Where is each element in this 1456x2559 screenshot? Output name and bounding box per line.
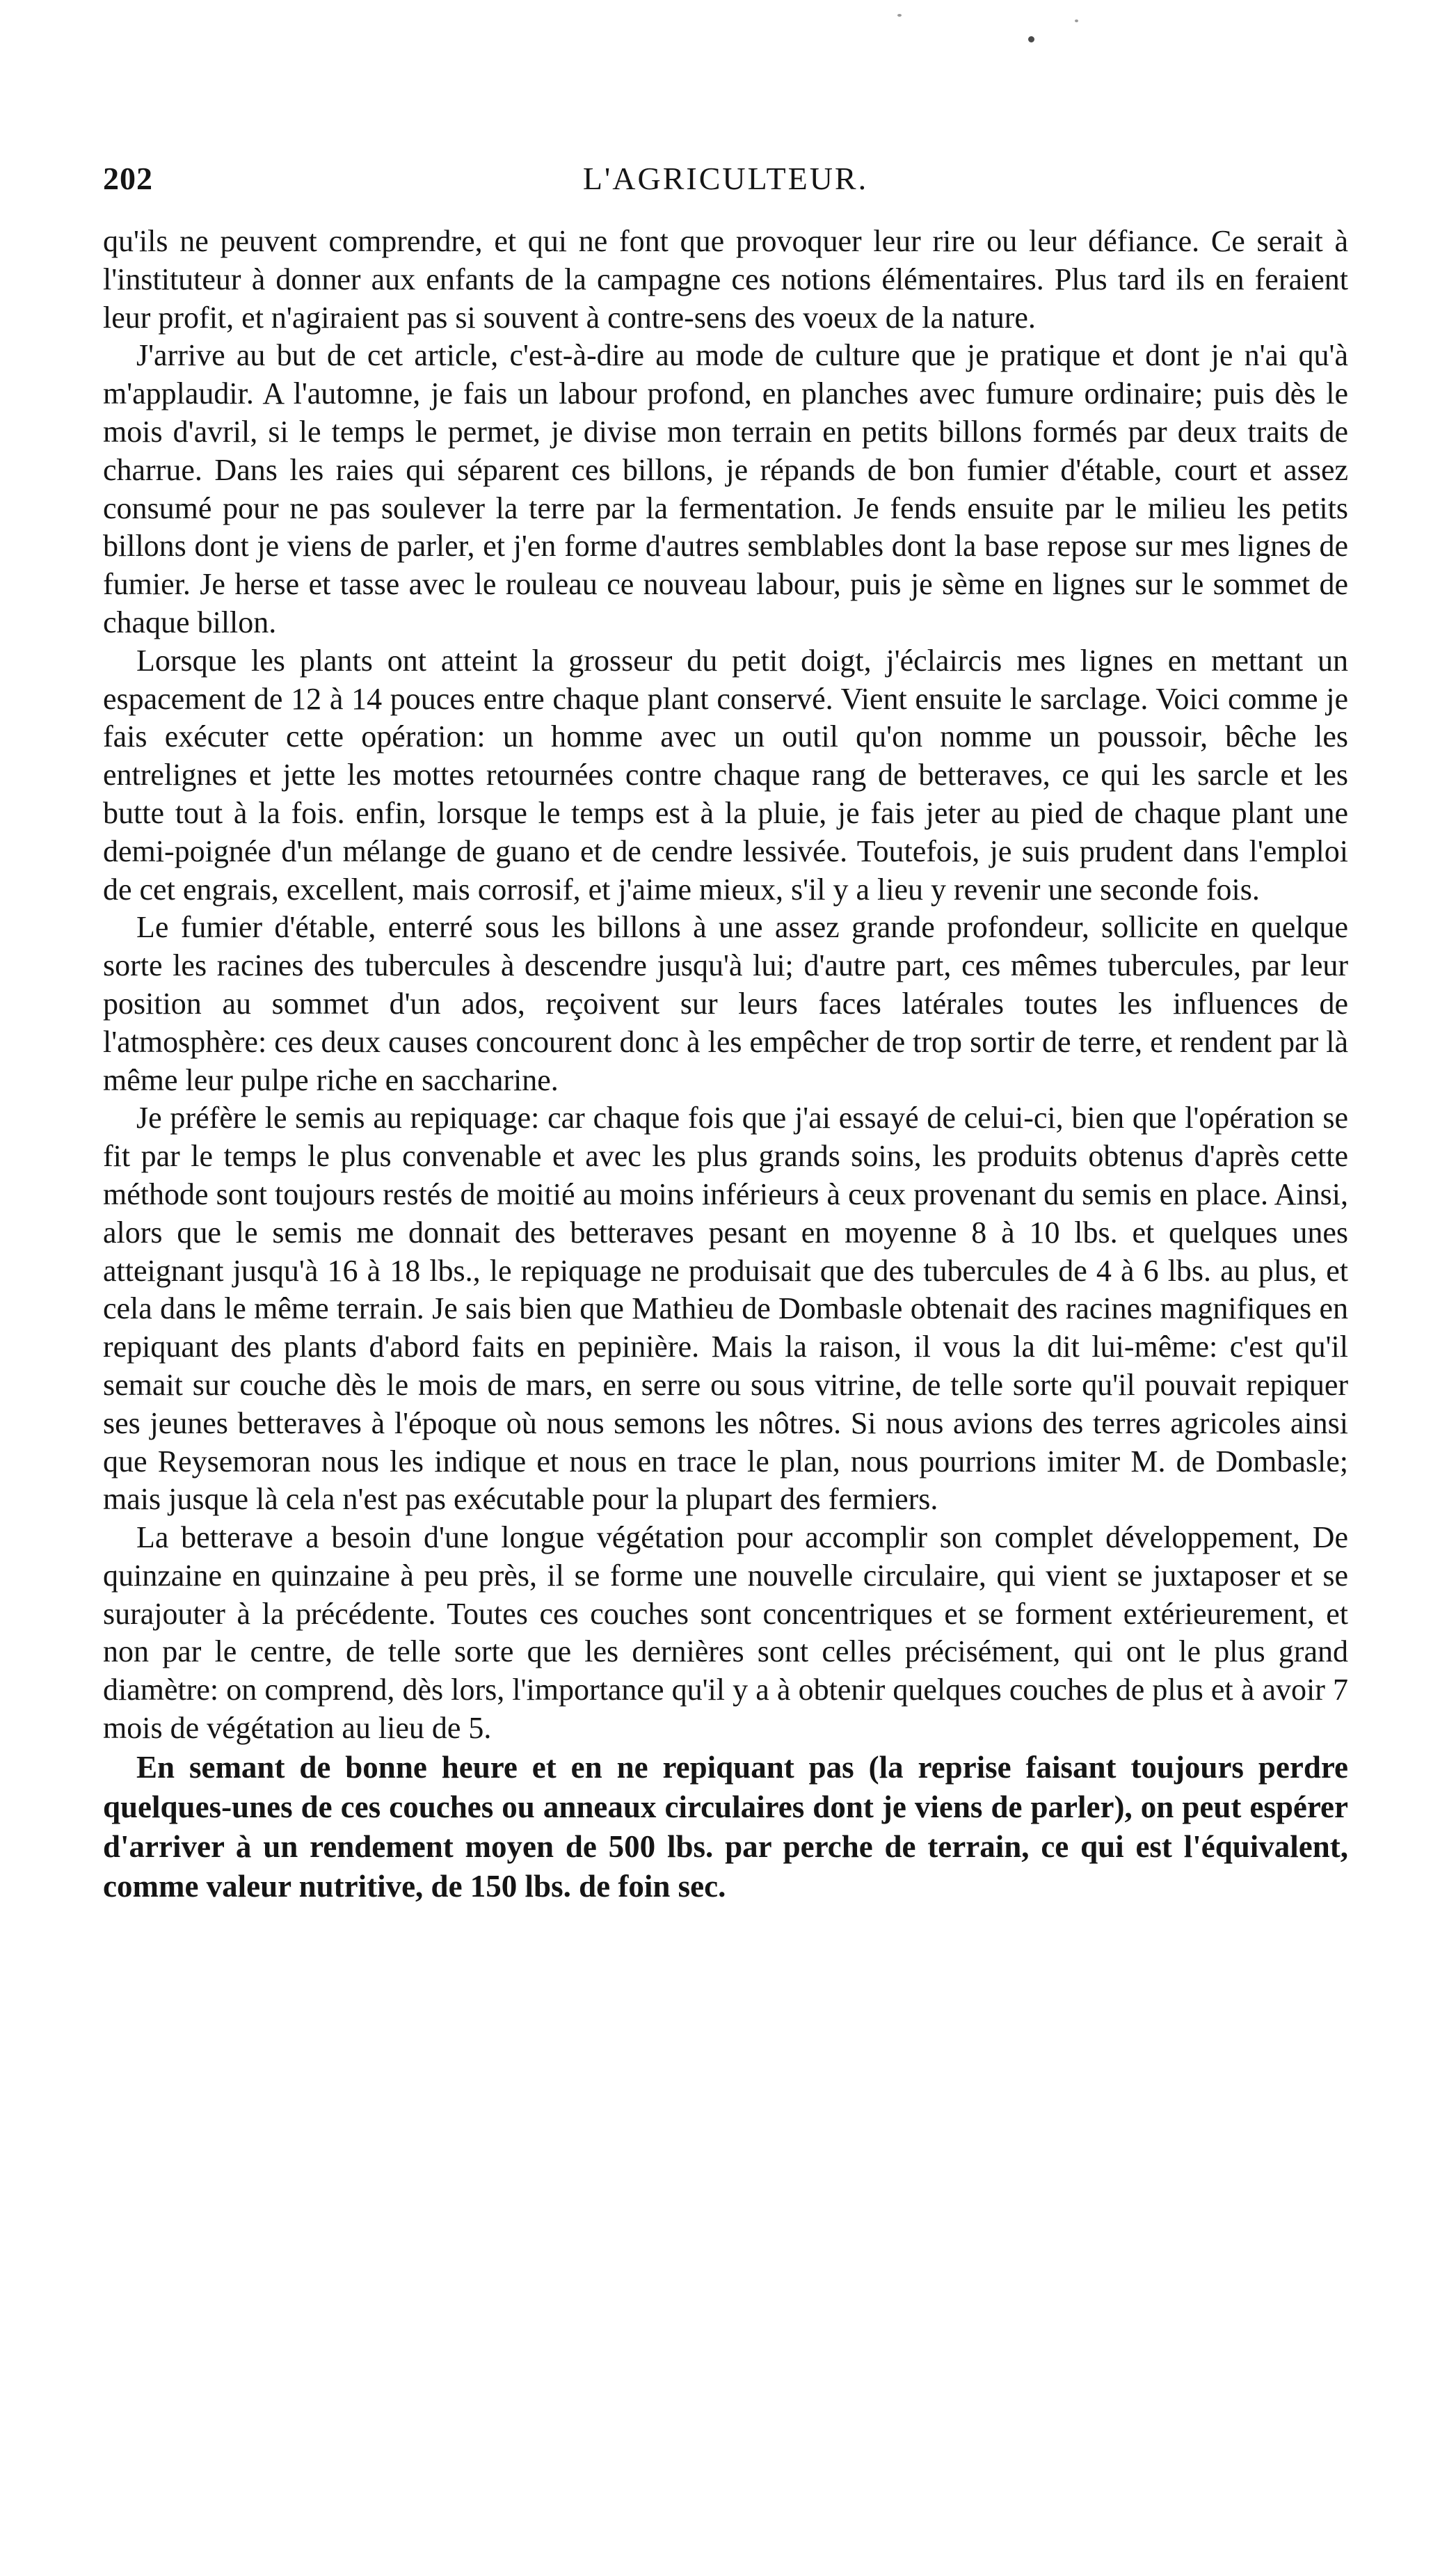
paragraph: La betterave a besoin d'une longue végétation pour accomplir son complet développement, De quinzaine en quinzaine à peu près, il se forme une nouvelle circulaire, qui vient se juxtaposer et se surajouter à la précédente. Toutes ces couches sont concentriques et se forment extérieurement, et non par le centre, de telle sorte que les dernières sont celles précisément, qui ont le plus grand diamètre: on comprend, dès lors, l'importance qu'il y a à obtenir quelques couches de plus et à avoir 7 mois de végétation au lieu de 5. <box>103 1520 1348 1746</box>
page-header <box>103 160 1348 223</box>
paragraph-continuation: qu'ils ne peuvent comprendre, et qui ne font que provoquer leur rire ou leur défiance. Ce serait à l'instituteur à donner aux enfants de la campagne ces notions élémentaires. Plus tard ils en feraient leur profit, et n'agiraient pas si souvent à contre-sens des voeux de la nature. <box>103 224 1348 335</box>
paragraph: En semant de bonne heure et en ne repiquant pas (la reprise faisant toujours perdre quelques-unes de ces couches ou anneaux circulaires dont je viens de parler), on peut espérer d'arriver à un rendement moyen de 500 lbs. par perche de terrain, ce qui est l'équivalent, comme valeur nutritive, de 150 lbs. de foin sec. <box>103 1749 1348 1904</box>
running-title: L'AGRICULTEUR. <box>582 161 869 196</box>
paragraph: Je préfère le semis au repiquage: car chaque fois que j'ai essayé de celui-ci, bien que l'opération se fit par le temps le plus convenable et avec les plus grands soins, les produits obtenus d'après cette méthode sont toujours restés de moitié au moins inférieurs à ceux provenant du semis en place. Ainsi, alors que le semis me donnait des betteraves pesant en moyenne 8 à 10 lbs. et quelques unes atteignant jusqu'à 16 à 18 lbs., le repiquage ne produisait que des tubercules de 4 à 6 lbs. au plus, et cela dans le même terrain. Je sais bien que Mathieu de Dombasle obtenait des racines magnifiques en repiquant des plants d'abord faits en pepinière. Mais la raison, il vous la dit lui-même: c'est qu'il semait sur couche dès le mois de mars, en serre ou sous vitrine, de telle sorte qu'il pouvait repiquer ses jeunes betteraves à l'époque où nous semons les nôtres. Si nous avions des terres agricoles ainsi que Reysemoran nous les indique et nous en trace le plan, nous pourrions imiter M. de Dombasle; mais jusque là cela n'est pas exécutable pour la plupart des fermiers. <box>103 1101 1348 1517</box>
page-number: 202 <box>103 161 153 196</box>
body-text <box>103 223 1348 1906</box>
print-speck <box>897 14 902 17</box>
book-page <box>103 160 1348 1906</box>
paragraph: Le fumier d'étable, enterré sous les billons à une assez grande profondeur, sollicite en quelque sorte les racines des tubercules à descendre jusqu'à lui; d'autre part, ces mêmes tubercules, par leur position au sommet d'un ados, reçoivent sur leurs faces latérales toutes les influences de l'atmosphère: ces deux causes concourent donc à les empêcher de trop sortir de terre, et rendent par là même leur pulpe riche en saccharine. <box>103 910 1348 1097</box>
print-speck <box>1028 36 1034 42</box>
paragraph: Lorsque les plants ont atteint la grosseur du petit doigt, j'éclaircis mes lignes en mettant un espacement de 12 à 14 pouces entre chaque plant conservé. Vient ensuite le sarclage. Voici comme je fais exécuter cette opération: un homme avec un outil qu'on nomme un poussoir, bêche les entrelignes et jette les mottes retournées contre chaque rang de betteraves, ce qui les sarcle et les butte tout à la fois. enfin, lorsque le temps est à la pluie, je fais jeter au pied de chaque plant une demi-poignée d'un mélange de guano et de cendre lessivée. Toutefois, je suis prudent dans l'emploi de cet engrais, excellent, mais corrosif, et j'aime mieux, s'il y a lieu y revenir une seconde fois. <box>103 643 1348 907</box>
paragraph: J'arrive au but de cet article, c'est-à-dire au mode de culture que je pratique et dont je n'ai qu'à m'applaudir. A l'automne, je fais un labour profond, en planches avec fumure ordinaire; puis dès le mois d'avril, si le temps le permet, je divise mon terrain en petits billons formés par deux traits de charrue. Dans les raies qui séparent ces billons, je répands de bon fumier d'étable, court et assez consumé pour ne pas soulever la terre par la fermentation. Je fends ensuite par le milieu les petits billons dont je viens de parler, et j'en forme d'autres semblables dont la base repose sur mes lignes de fumier. Je herse et tasse avec le rouleau ce nouveau labour, puis je sème en lignes sur le sommet de chaque billon. <box>103 338 1348 639</box>
print-speck <box>1075 19 1078 22</box>
